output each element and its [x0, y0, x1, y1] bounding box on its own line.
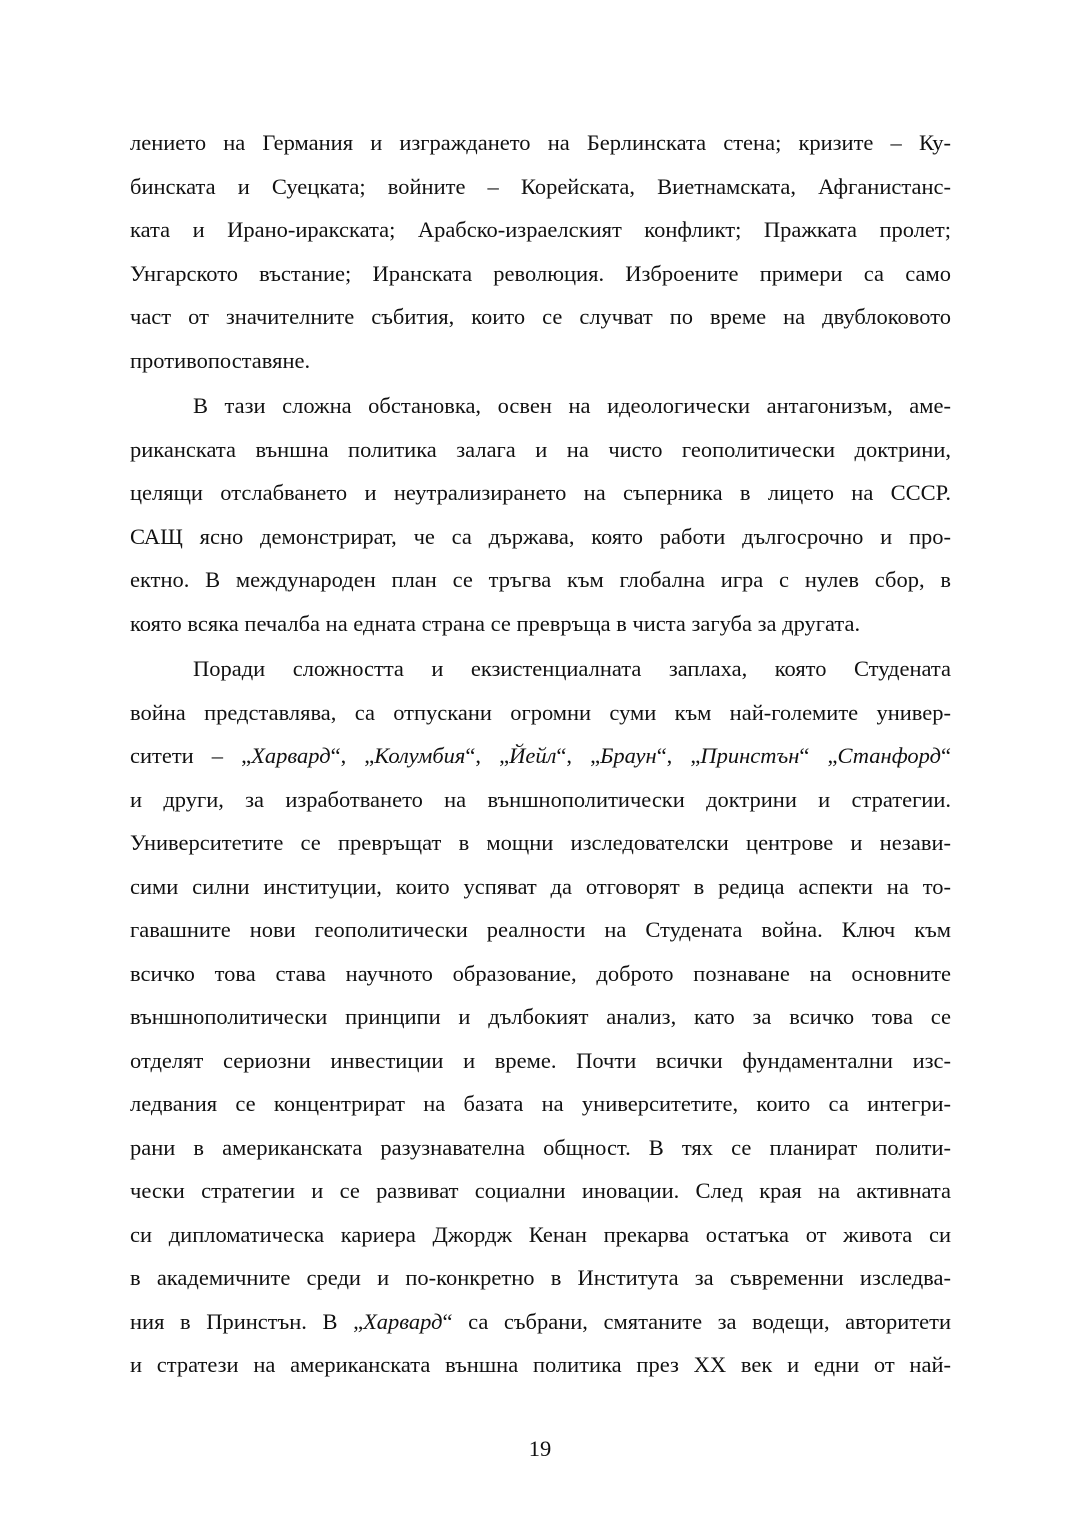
text-line: САЩ ясно демонстрират, че са държава, която работи дългосрочно и про- — [130, 523, 951, 549]
university-name: Харвард — [251, 743, 331, 768]
text-line: която всяка печалба на едната страна се превръща в чиста загуба за другата. — [130, 610, 861, 636]
text-line: лението на Германия и изграждането на Берлинската стена; кризите – Ку- — [130, 130, 951, 155]
text-fragment: ния в Принстън. В „ — [130, 1308, 364, 1334]
text-fragment: “, „ — [556, 743, 601, 768]
text-line: в академичните среди и по-конкретно в Института за съвременни изследва- — [130, 1265, 951, 1290]
text-line: и други, за изработването на външнополитически доктрини и стратегии. — [130, 786, 951, 812]
text-line: външнополитически принципи и дълбокият анализ, като за всичко това се — [130, 1004, 951, 1029]
text-fragment: ситети – „ — [130, 743, 252, 768]
text-line: и стратези на американската външна политика през XX век и едни от най- — [130, 1352, 951, 1377]
text-fragment: “, „ — [465, 743, 510, 768]
text-line: Университетите се превръщат в мощни изследователски центрове и незави- — [130, 830, 951, 855]
text-line: рани в американската разузнавателна общност. В тях се планират полити- — [130, 1134, 951, 1160]
university-name: Колумбия — [374, 743, 466, 768]
text-fragment: “ — [940, 743, 951, 768]
text-fragment: “, „ — [330, 743, 375, 768]
text-line: ката и Ирано-иракската; Арабско-израелският конфликт; Пражката пролет; — [130, 217, 951, 242]
paragraph-first-line: Поради сложността и екзистенциалната заплаха, която Студената — [193, 656, 951, 681]
text-fragment: “ са събрани, смятаните за водещи, авторитети — [442, 1308, 951, 1334]
university-name: Станфорд — [837, 743, 941, 768]
text-line: бинската и Суецката; войните – Корейската, Виетнамската, Афганистанс- — [130, 173, 951, 199]
text-line: част от значителните събития, които се случват по време на двублоковото — [130, 304, 951, 329]
text-line: риканската външна политика залага и на чисто геополитически доктрини, — [130, 436, 951, 462]
text-line: ектно. В международен план се тръгва към глобална игра с нулев сбор, в — [130, 567, 951, 592]
page-body — [130, 121, 951, 1387]
text-line: отделят сериозни инвестиции и време. Почти всички фундаментални изс- — [130, 1047, 951, 1073]
text-line: целящи отслабването и неутрализирането на съперника в лицето на СССР. — [130, 480, 951, 505]
university-name: Йейл — [509, 743, 557, 768]
text-line: война представлява, са отпускани огромни суми към най-големите универ- — [130, 699, 951, 725]
page-number: 19 — [528, 1436, 552, 1461]
text-line: гавашните нови геополитически реалности на Студената война. Ключ към — [130, 917, 951, 942]
text-line: сими силни институции, които успяват да отговорят в редица аспекти на то- — [130, 873, 951, 899]
university-name: Принстън — [700, 743, 800, 768]
text-line: ледвания се концентрират на базата на университетите, които са интегри- — [130, 1091, 951, 1116]
text-line: си дипломатическа кариера Джордж Кенан прекарва остатъка от живота си — [130, 1221, 951, 1247]
text-line: противопоставяне. — [130, 347, 311, 373]
text-line-with-university-names — [130, 734, 951, 778]
university-name: Браун — [600, 743, 657, 768]
text-line-with-university-name — [130, 1300, 951, 1344]
text-fragment: “ „ — [799, 743, 838, 768]
text-fragment: “, „ — [656, 743, 701, 768]
text-line: всичко това става научното образование, доброто познаване на основните — [130, 960, 951, 986]
text-line: чески стратегии и се развиват социални иновации. След края на активната — [130, 1178, 951, 1203]
text-line: Унгарското въстание; Иранската революция. Изброените примери са само — [130, 260, 951, 286]
university-name: Харвард — [363, 1308, 443, 1334]
paragraph-first-line: В тази сложна обстановка, освен на идеологически антагонизъм, аме- — [193, 393, 951, 418]
